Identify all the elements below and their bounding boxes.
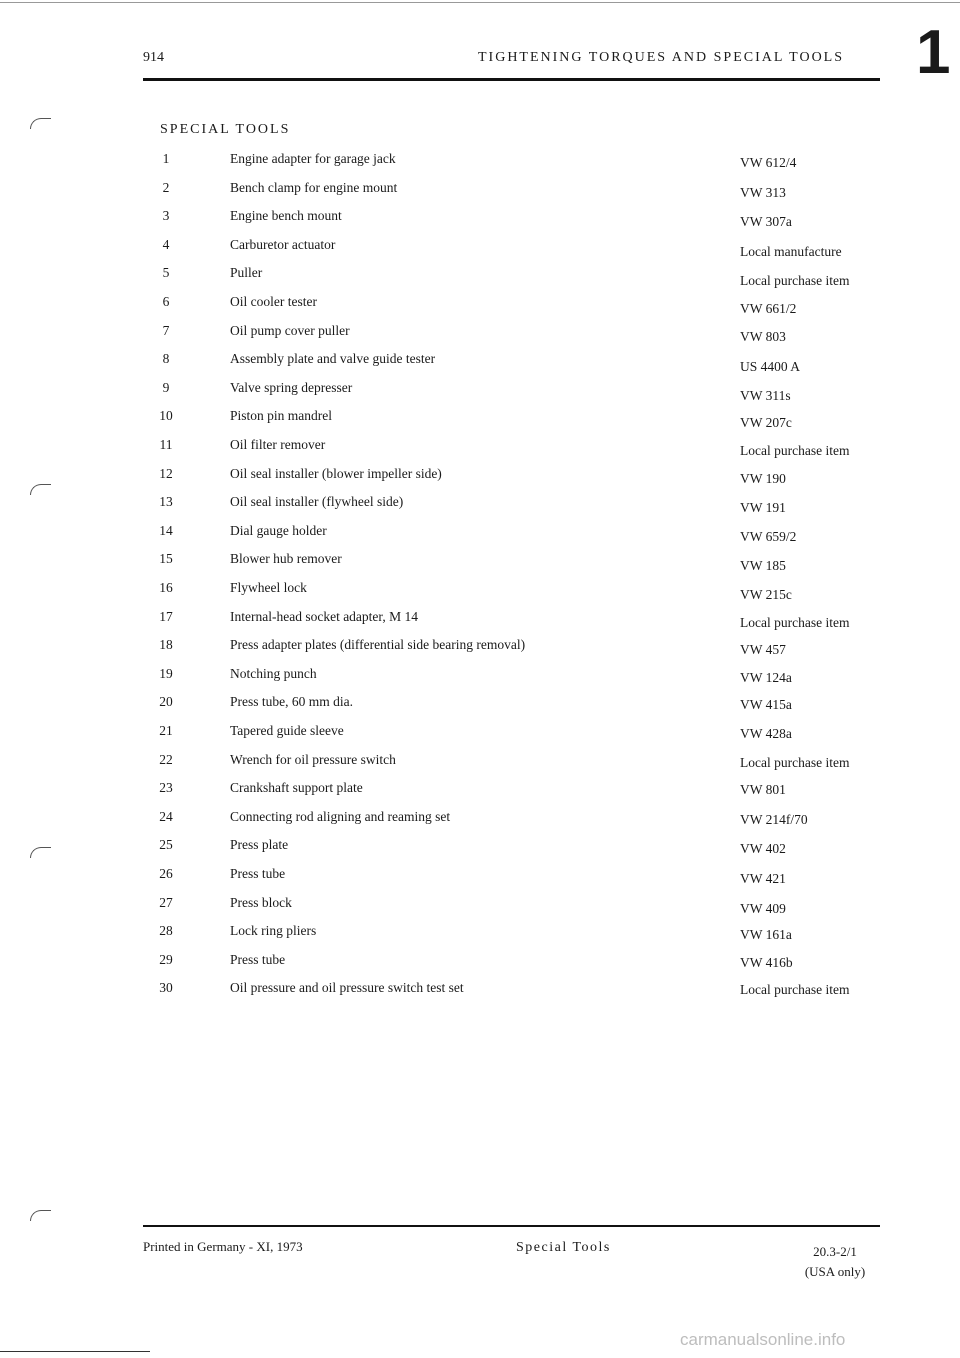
watermark: carmanualsonline.info <box>680 1330 846 1349</box>
tool-row <box>0 379 960 403</box>
tool-number: 11 <box>159 437 173 452</box>
running-title: TIGHTENING TORQUES AND SPECIAL TOOLS <box>478 50 845 65</box>
tool-description: Blower hub remover <box>230 551 342 567</box>
tool-number: 28 <box>159 923 173 939</box>
tool-description: Press adapter plates (differential side bearing removal) <box>230 637 526 653</box>
tool-description: Oil pressure and oil pressure switch test set <box>230 980 464 996</box>
tool-description: Flywheel lock <box>230 580 307 595</box>
tool-description: Tapered guide sleeve <box>230 723 344 738</box>
tool-number: 18 <box>159 637 173 653</box>
tool-part-number: VW 124a <box>740 669 792 685</box>
tool-number: 24 <box>159 808 173 824</box>
tool-number: 21 <box>159 723 173 738</box>
tool-row <box>0 494 960 514</box>
tool-row <box>0 208 960 228</box>
tool-description: Notching punch <box>230 665 317 681</box>
tool-row <box>0 895 960 915</box>
tool-description: Press tube, 60 mm dia. <box>230 694 353 710</box>
tool-part-number: VW 190 <box>740 470 786 486</box>
tool-number: 6 <box>162 294 170 309</box>
tool-description: Press block <box>230 894 292 910</box>
tool-description: Crankshaft support plate <box>230 780 363 796</box>
tool-part-number: VW 416b <box>740 954 793 970</box>
tool-row <box>0 237 960 257</box>
tool-part-number: VW 161a <box>740 927 792 943</box>
footer-rule <box>143 1225 880 1227</box>
tool-part-number: VW 191 <box>740 500 786 516</box>
tool-description: Oil seal installer (blower impeller side) <box>230 465 442 481</box>
tool-number: 29 <box>159 951 173 967</box>
tool-number: 23 <box>159 780 173 796</box>
tool-part-number: VW 207c <box>740 415 792 431</box>
tool-row <box>0 551 960 574</box>
tool-part-number: Local purchase item <box>740 982 850 998</box>
tool-part-number: VW 313 <box>740 184 786 200</box>
tool-part-number: Local purchase item <box>740 273 850 289</box>
tool-part-number: Local purchase item <box>740 443 850 458</box>
tool-number: 26 <box>159 866 173 881</box>
tool-row <box>0 466 960 486</box>
tool-part-number: VW 659/2 <box>740 528 797 544</box>
tool-row <box>0 780 960 800</box>
tool-description: Puller <box>230 265 263 281</box>
tool-part-number: VW 415a <box>740 697 792 713</box>
tool-row <box>0 723 960 743</box>
tool-row <box>0 151 960 171</box>
tool-row <box>0 580 960 600</box>
tool-number: 8 <box>162 351 170 367</box>
tool-number: 1 <box>162 151 170 166</box>
tool-part-number: VW 215c <box>740 587 792 602</box>
tool-part-number: US 4400 A <box>740 359 801 375</box>
tool-part-number: VW 402 <box>740 841 786 857</box>
tool-part-number: Local purchase item <box>740 754 850 770</box>
doc-ref-number: 20.3-2/1 <box>813 1244 857 1259</box>
tool-number: 19 <box>159 665 173 681</box>
tool-description: Piston pin mandrel <box>230 408 332 424</box>
tool-number: 2 <box>162 179 170 195</box>
tool-description: Internal-head socket adapter, M 14 <box>230 608 419 624</box>
footer-section-name: Special Tools <box>516 1240 611 1255</box>
tool-number: 9 <box>162 379 170 395</box>
tool-number: 3 <box>162 208 170 224</box>
tool-description: Oil pump cover puller <box>230 322 350 338</box>
tool-description: Press plate <box>230 837 289 853</box>
chapter-marker: 1 <box>916 18 951 87</box>
tool-row <box>0 523 960 543</box>
tool-description: Valve spring depresser <box>230 379 353 395</box>
doc-edition: (USA only) <box>804 1264 866 1280</box>
tool-description: Oil filter remover <box>230 437 326 452</box>
tool-number: 25 <box>159 837 173 853</box>
tool-part-number: VW 311s <box>740 387 791 403</box>
tool-row <box>0 637 960 657</box>
tool-description: Carburetor actuator <box>230 236 336 252</box>
tool-part-number: Local purchase item <box>740 614 850 630</box>
tool-description: Oil seal installer (flywheel side) <box>230 494 404 510</box>
tool-part-number: VW 185 <box>740 558 786 574</box>
tool-number: 30 <box>159 980 173 996</box>
tool-part-number: VW 409 <box>740 900 786 916</box>
tool-description: Connecting rod aligning and reaming set <box>230 808 451 824</box>
tool-number: 20 <box>159 694 173 710</box>
tool-row <box>0 923 960 943</box>
tool-row <box>0 265 960 289</box>
tool-number: 15 <box>159 551 173 567</box>
scan-artifact-line <box>0 1351 150 1352</box>
tool-part-number: Local manufacture <box>740 243 842 259</box>
print-info: Printed in Germany - XI, 1973 <box>143 1239 303 1254</box>
tool-description: Engine bench mount <box>230 208 342 224</box>
tool-row <box>0 980 960 1000</box>
tool-number: 27 <box>159 894 173 910</box>
tool-number: 16 <box>159 580 173 595</box>
tool-row <box>0 952 960 972</box>
tool-part-number: VW 307a <box>740 214 792 230</box>
tool-part-number: VW 428a <box>740 726 792 741</box>
page-number: 914 <box>143 50 164 65</box>
tool-number: 7 <box>162 322 170 338</box>
tool-row <box>0 408 960 431</box>
tool-row <box>0 837 960 857</box>
tool-description: Bench clamp for engine mount <box>230 179 398 195</box>
tool-number: 12 <box>159 465 173 481</box>
tool-row <box>0 437 960 457</box>
tool-number: 4 <box>162 236 170 252</box>
tool-description: Press tube <box>230 866 286 881</box>
tool-number: 14 <box>159 522 173 538</box>
tool-description: Press tube <box>230 951 286 967</box>
tool-row <box>0 866 960 886</box>
tool-row <box>0 694 960 714</box>
tool-part-number: VW 214f/70 <box>740 811 808 827</box>
tool-description: Lock ring pliers <box>230 923 317 939</box>
tool-description: Dial gauge holder <box>230 522 327 538</box>
tool-number: 5 <box>162 265 170 281</box>
tool-row <box>0 180 960 200</box>
tool-number: 10 <box>159 408 173 424</box>
section-heading: SPECIAL TOOLS <box>160 122 291 137</box>
tool-part-number: VW 612/4 <box>740 155 797 170</box>
tool-part-number: VW 661/2 <box>740 301 797 316</box>
tool-row <box>0 666 960 686</box>
tool-part-number: VW 421 <box>740 871 786 886</box>
tool-number: 13 <box>159 494 173 510</box>
tool-description: Oil cooler tester <box>230 294 317 309</box>
tool-row <box>0 351 960 375</box>
tool-row <box>0 323 960 343</box>
tool-description: Assembly plate and valve guide tester <box>230 351 436 367</box>
tool-number: 17 <box>159 608 173 624</box>
tool-row <box>0 809 960 829</box>
tool-row <box>0 294 960 314</box>
scan-artifact-line <box>0 2 960 3</box>
tool-description: Wrench for oil pressure switch <box>230 751 396 767</box>
document-reference <box>780 1242 890 1282</box>
tool-part-number: VW 803 <box>740 328 786 344</box>
tool-number: 22 <box>159 751 173 767</box>
tool-part-number: VW 801 <box>740 782 786 798</box>
tool-part-number: VW 457 <box>740 642 786 658</box>
tool-row <box>0 609 960 629</box>
tool-row <box>0 752 960 772</box>
tool-description: Engine adapter for garage jack <box>230 151 396 166</box>
